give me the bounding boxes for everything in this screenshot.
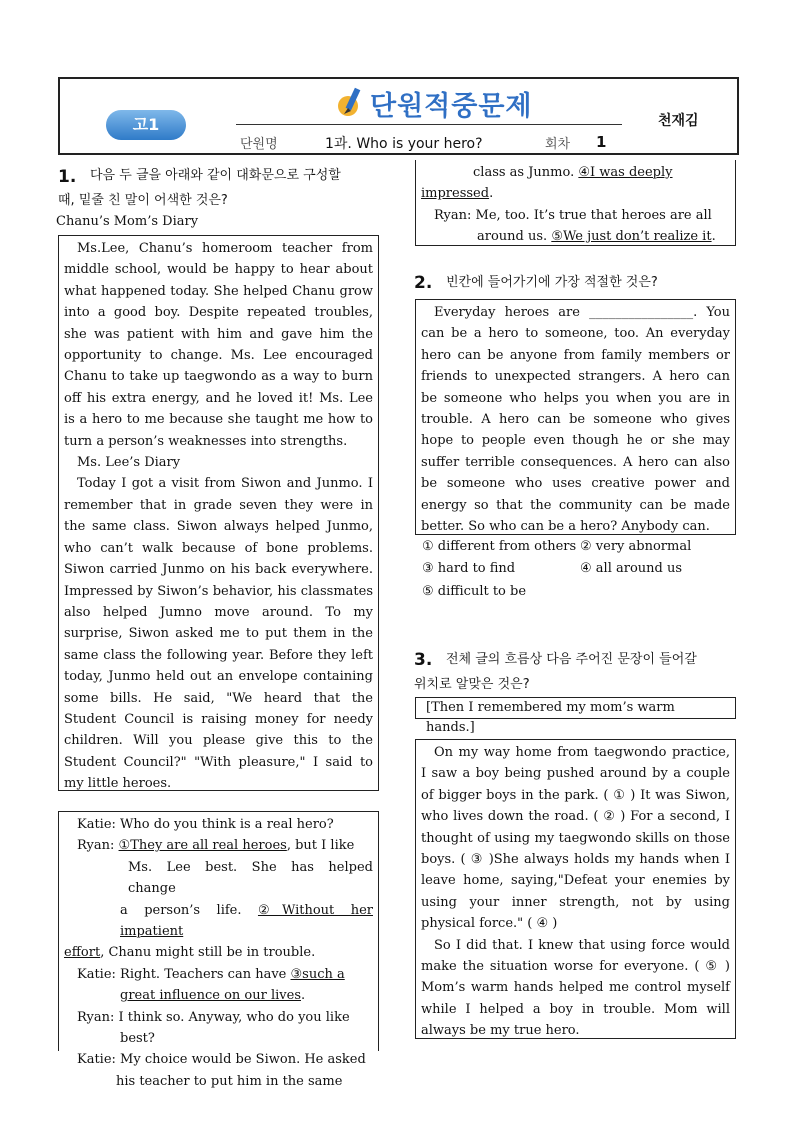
line-text: .: [489, 186, 494, 202]
blank: ________________: [589, 305, 694, 320]
dialogue-continuation: best?: [120, 1031, 155, 1047]
q3-passage-box: [415, 739, 736, 1039]
line-text: .: [300, 988, 306, 1004]
dialogue-continuation: [421, 183, 730, 204]
line-text: : Right. Teachers can have: [111, 966, 291, 982]
q2-passage-rest: . You can be a hero to someone, too. An everyday hero can be anyone from family members or friends to unexpected strangers. A hero can be someone who helps you when you are in trouble. A hero can be someone who gives hope to people even though he or she may suffer terrible consequences. A hero can also be someone who uses creative power and energy so that the community can be made better. So who can be a hero? Anybody can.: [421, 305, 731, 535]
q1-dialogue-box: [58, 811, 379, 1089]
line-text: : My choice would be Siwon. He asked: [111, 1052, 366, 1068]
q3-passage-p1: On my way home from taegwondo practice, I saw a boy being pushed around by a couple of bigger boys in the park. ( ① ) It was Siwon, who lives down the road. ( ② ) For a second, I thought of using my taegwondo skills on those boys. ( ③ )She always holds my hands when I leave home, saying,"Defeat your enemies by using your inner strength, not by using physical force." ( ④ ): [421, 745, 730, 932]
line-text: a person’s life.: [120, 902, 258, 918]
line-text: : I think so. Anyway, who do you like: [110, 1009, 350, 1025]
q3-passage-p2: So I did that. I knew that using force would make the situation worse for everyone. ( ⑤ ) Mom’s warm hands helped me control myself while I helped a boy in trouble. Mom will always be my true hero.: [421, 937, 730, 1039]
dialogue-line: [421, 205, 730, 226]
speaker: Katie: [77, 1052, 112, 1068]
line-text: :: [110, 838, 119, 854]
dialogue-continuation: Ms. Lee best. She has helped change: [128, 859, 373, 897]
publisher-label: 천재김: [658, 113, 699, 129]
underlined-choice-4: ④I was deeply: [578, 165, 673, 180]
dialogue-continuation: [64, 985, 373, 1006]
round-label: 회차: [545, 137, 571, 152]
dialogue-line: [64, 1007, 373, 1028]
dialogue-line: [64, 814, 373, 835]
q1-passage-box: [58, 235, 379, 791]
q1-dialogue-continued-box: [415, 160, 736, 246]
q1-passage-diary-title: Ms. Lee’s Diary: [77, 455, 181, 471]
q1-source-title: Chanu’s Mom’s Diary: [56, 214, 199, 229]
line-text: : Me, too. It’s true that heroes are all: [467, 207, 712, 223]
q2-passage-start: Everyday heroes are: [434, 305, 590, 320]
line-text: : Who do you think is a real hero?: [111, 817, 334, 832]
pencil-logo-icon: [336, 86, 366, 118]
underlined-choice-2: ②Without her impatient: [120, 902, 373, 940]
option-5[interactable]: ⑤ difficult to be: [422, 584, 527, 599]
unit-value: 1과. Who is your hero?: [325, 136, 483, 152]
q2-number: 2.: [414, 273, 433, 293]
option-3[interactable]: ③ hard to find: [422, 561, 516, 576]
dialogue-line: [64, 1049, 373, 1070]
option-1[interactable]: ① different from others: [422, 539, 577, 554]
q2-prompt: 빈칸에 들어가기에 가장 적절한 것은?: [446, 275, 658, 290]
q3-prompt-line2: 위치로 알맞은 것은?: [414, 677, 530, 692]
line-text: around us.: [477, 229, 552, 245]
underlined-choice-3-cont: great influence on our lives: [120, 988, 301, 1004]
round-value: 1: [596, 133, 607, 151]
underlined-choice-2-cont: effort: [64, 945, 101, 961]
option-4[interactable]: ④ all around us: [580, 561, 683, 576]
grade-badge: 고1: [106, 110, 186, 140]
unit-label: 단원명: [240, 137, 278, 152]
q3-insert-sentence: [Then I remembered my mom’s warm hands.]: [415, 697, 736, 719]
speaker: Ryan: [77, 838, 111, 854]
q1-passage-p3: Today I got a visit from Siwon and Junmo. I remember that in grade seven they were in the same class. Siwon always helped Junmo, who can’t walk because of bone problems. Siwon carried Junmo on his back everywhere. Impressed by Siwon’s behavior, his classmates also helped Jumno move around. To my surprise, Siwon asked me to put them in the same class the following year. Before they left today, Junmo held out an envelope containing some bills. He said, "We heard that the Student Council is raising money for needy children. Will you please give this to the Student Council?" "With pleasure," I said to my little heroes.: [64, 476, 373, 792]
dialogue-line: [64, 964, 373, 985]
q1-prompt-line1: 다음 두 글을 아래와 같이 대화문으로 구성할: [90, 168, 341, 183]
underlined-choice-4-cont: impressed: [421, 186, 490, 202]
dialogue-continuation: his teacher to put him in the same: [116, 1073, 343, 1089]
q3-prompt-line1: 전체 글의 흐름상 다음 주어진 문장이 들어갈: [446, 652, 697, 667]
dialogue-continuation: [64, 942, 373, 963]
underlined-choice-5: ⑤We just don’t realize it: [551, 229, 712, 245]
speaker: Katie: [77, 817, 112, 832]
dialogue-continuation: [421, 226, 730, 247]
underlined-choice-3: ③such a: [290, 966, 345, 982]
speaker: Katie: [77, 966, 112, 982]
q1-passage-p1: Ms.Lee, Chanu’s homeroom teacher from middle school, would be happy to hear about what happened today. She helped Chanu grow into a good boy. Despite repeated troubles, she was patient with him and gave him the opportunity to change. Ms. Lee encouraged Chanu to take up taegwondo as a way to burn off his extra energy, and he loved it! Ms. Lee is a hero to me because she taught me how to turn a person’s weaknesses into strengths.: [64, 241, 373, 449]
option-2[interactable]: ② very abnormal: [580, 539, 692, 554]
q1-prompt-line2: 때, 밑줄 친 말이 어색한 것은?: [58, 193, 228, 208]
q3-number: 3.: [414, 650, 433, 670]
line-text: .: [711, 229, 716, 245]
underlined-choice-1: ①They are all real heroes: [118, 838, 287, 854]
line-text: class as Junmo.: [473, 165, 579, 180]
q1-number: 1.: [58, 167, 77, 187]
header-divider: [236, 124, 622, 125]
dialogue-continuation: [421, 162, 730, 183]
speaker: Ryan: [434, 207, 468, 223]
dialogue-line: [64, 835, 373, 856]
speaker: Ryan: [77, 1009, 111, 1025]
q2-passage-box: [415, 299, 736, 535]
page-title: 단원적중문제: [370, 91, 533, 122]
line-text: , Chanu might still be in trouble.: [100, 945, 316, 961]
dialogue-continuation: [64, 900, 373, 943]
line-text: , but I like: [286, 838, 355, 854]
